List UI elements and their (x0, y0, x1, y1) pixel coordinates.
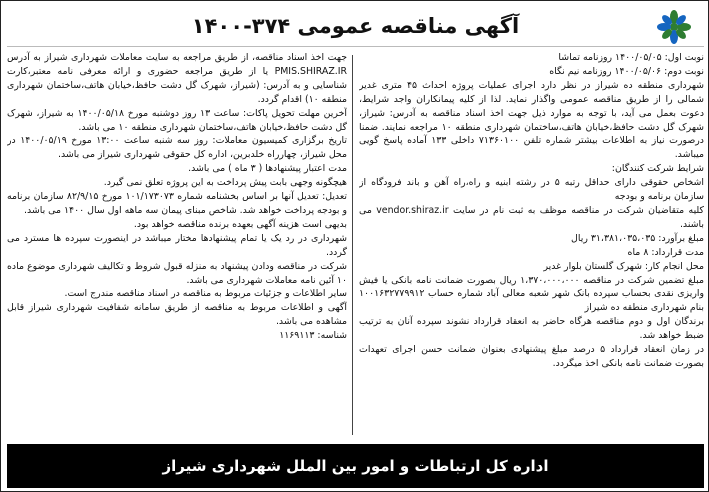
other-info: سایر اطلاعات و جزئیات مربوط به مناقصه در اسناد مناقصه مندرج است. (64, 288, 347, 300)
contract-duration: مدت قرارداد: ۸ ماه (627, 246, 704, 258)
work-location: محل انجام کار: شهرک گلستان بلوار غدیر (543, 260, 704, 272)
left-column (7, 51, 347, 439)
participant-conditions: اشخاص حقوقی دارای حداقل رتبه ۵ در رشته ابنیه و راه،راه آهن و باند فرودگاه از سازمان برنامه و بودجه (359, 177, 704, 203)
identifier: شناسه: ۱۱۶۹۱۱۳ (279, 330, 347, 342)
vendor-registration: کلیه متقاضیان شرکت در مناقصه موظف به ثبت نام در سایت vendor.shiraz.ir می باشند. (359, 204, 704, 230)
column-divider (352, 55, 353, 435)
municipality-logo-icon (650, 10, 698, 44)
header (7, 6, 704, 47)
commission-date: تاریخ برگزاری کمیسیون معاملات: روز سه شنبه ساعت ۱۳:۰۰ مورخ ۱۴۰۰/۰۵/۱۹ در محل شیراز، چهارراه خلدبرین، اداره کل حقوقی شهرداری شیراز می باشد. (7, 135, 347, 161)
publication-first: نوبت اول: ۱۴۰۰/۰۵/۰۵ روزنامه تماشا (558, 52, 704, 63)
right-column (359, 51, 704, 439)
ad-cost: بدیهی است هزینه آگهی بعهده برنده مناقصه خواهد بود. (133, 218, 347, 230)
page-title: آگهی مناقصه عمومی ۳۷۴-۱۴۰۰ (191, 14, 520, 38)
adjustment: تعدیل: تعدیل آنها بر اساس بخشنامه شماره ۱۰۱/۱۷۳۰۷۳ مورخ ۸۲/۹/۱۵ سازمان برنامه و بودجه پرداخت خواهد شد. شاخص مبنای پیمان سه ماهه اول سال ۱۴۰۰ می باشد. (7, 191, 347, 216)
tender-intro: شهرداری منطقه ده شیراز در نظر دارد اجرای عملیات پروژه احداث ۴۵ متری غدیر شمالی را از طریق مناقصه عمومی واگذار نماید. لذا از کلیه پیمانکاران واجد شرایط، دعوت بعمل می آید، با توجه به موارد ذیل جهت اخذ اسناد مناقصه به آدرس: شیراز، شهرک گل دشت حافظ،خیابان هاتف،ساختمان شهرداری منطقه ۱۰ مراجعه نمایند. ضمنا درصورت نیاز به اطلاعات بیشتر شماره تلفن ۷۱۳۶۰۱۰۰ داخلی ۱۳۳ آماده پاسخ گویی میباشد. (359, 79, 704, 161)
performance-guarantee: در زمان انعقاد قرارداد ۵ درصد مبلغ پیشنهادی بعنوان ضمانت حسن اجرای تعهدات بصورت ضمانت نامه بانکی اخذ میگردد. (359, 344, 704, 369)
participant-conditions-heading: شرایط شرکت کنندگان: (611, 163, 704, 175)
footer-banner: اداره کل ارتباطات و امور بین الملل شهرداری شیراز (7, 444, 704, 488)
no-prepayment: هیچگونه وجهی بابت پیش پرداخت به این پروژه تعلق نمی گیرد. (103, 177, 347, 189)
guarantee-amount: مبلغ تضمین شرکت در مناقصه ۱،۳۷۰،۰۰۰،۰۰۰ ریال بصورت ضمانت نامه بانکی یا فیش واریزی نقدی بحساب سپرده بانک شهر شعبه معالی آباد شماره حساب ۱۰۰۱۶۳۲۷۷۹۹۱۲ بنام شهرداری منطقه ده شیراز (359, 274, 704, 314)
rejection-right: شهرداری در رد یک یا تمام پیشنهادها مختار میباشد در اینصورت سپرده ها مسترد می گردد. (7, 232, 347, 258)
documents-info: جهت اخذ اسناد مناقصه، از طریق مراجعه به سایت معاملات شهرداری شیراز به آدرس PMIS.SHIRAZ.IR یا از طریق مراجعه حضوری و ارائه معرفی نامه معتبر،کارت شناسایی و به آدرس: (شیراز، شهرک گل دشت حافظ،خیابان هاتف،ساختمان شهرداری منطقه ۱۰) اقدام گردد. (7, 52, 347, 105)
transparency-system: آگهی و اطلاعات مربوط به مناقصه از طریق سامانه شفافیت شهرداری شیراز قابل مشاهده می باشد. (7, 302, 347, 328)
proposal-validity: مدت اعتبار پیشنهادها ( ۳ ماه ) می باشد. (188, 163, 347, 175)
winners-deposit: برندگان اول و دوم مناقصه هرگاه حاضر به انعقاد قرارداد نشوند سپرده آنان به ترتیب ضبط خواهد شد. (359, 316, 704, 342)
acceptance-terms: شرکت در مناقصه ودادن پیشنهاد به منزله قبول شروط و تکالیف شهرداری موضوع ماده ۱۰ آئین نامه معاملات شهرداری می باشد. (7, 260, 347, 286)
submission-deadline: آخرین مهلت تحویل پاکات: ساعت ۱۳ روز دوشنبه مورخ ۱۴۰۰/۰۵/۱۸ به شیراز، شهرک گل دشت حافظ،خیابان هاتف،ساختمان شهرداری منطقه ۱۰ می باشد. (7, 107, 347, 133)
publication-second: نوبت دوم: ۱۴۰۰/۰۵/۰۶ روزنامه نیم نگاه (549, 65, 704, 77)
estimated-amount: مبلغ برآورد: ۳۱،۳۸۱،۰۳۵،۰۳۵ ریال (571, 232, 704, 244)
